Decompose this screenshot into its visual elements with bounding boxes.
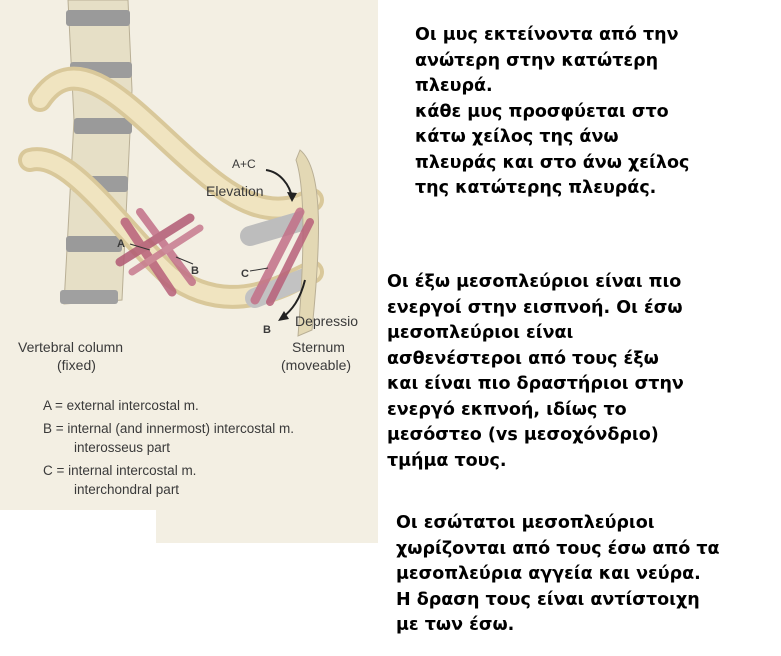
legend-a: A = external intercostal m. <box>43 398 199 413</box>
paragraph-muscle-attachment: Οι μυς εκτείνοντα από την ανώτερη στην κατώτερη πλευρά. κάθε μυς προσφύεται στο κάτω χείλος της άνω πλευράς και στο άνω χείλος της κατώτερης πλευράς. <box>415 25 690 198</box>
legend-c-line1: C = internal intercostal m. <box>43 463 197 478</box>
vertebral-column-label: Vertebral column <box>18 339 124 355</box>
label-elevation: Elevation <box>206 183 264 199</box>
paragraph-external-internal: Οι έξω μεσοπλεύριοι είναι πιο ενεργοί στην εισπνοή. Οι έσω μεσοπλεύριοι είναι ασθενέστεροι από τους έξω και είναι πιο δραστήριοι στην ενεργό εκπνοή, ιδίως το μεσόστεο (vs μεσοχόνδριο) τμήμα τους. <box>387 272 684 471</box>
white-patch <box>0 510 156 544</box>
legend-c-line2: interchondral part <box>74 482 180 497</box>
label-c: C <box>241 268 249 280</box>
vertebral-fixed-label: (fixed) <box>57 357 96 373</box>
label-depression: Depressio <box>295 313 359 329</box>
label-a-plus-c: A+C <box>232 157 256 171</box>
legend-b-line2: interosseus part <box>74 440 171 455</box>
paragraph-innermost: Οι εσώτατοι μεσοπλεύριοι χωρίζονται από τους έσω από τα μεσοπλεύρια αγγεία και νεύρα. Η δραση τους είναι αντίστοιχη με των έσω. <box>396 513 720 635</box>
label-a: A <box>117 238 125 250</box>
rib-diagram <box>0 0 378 543</box>
label-b: B <box>191 265 199 277</box>
label-b-lower: B <box>263 324 271 336</box>
sternum-label: Sternum <box>292 339 345 355</box>
legend-b-line1: B = internal (and innermost) intercostal m. <box>43 421 294 436</box>
sternum-moveable-label: (moveable) <box>281 357 352 373</box>
